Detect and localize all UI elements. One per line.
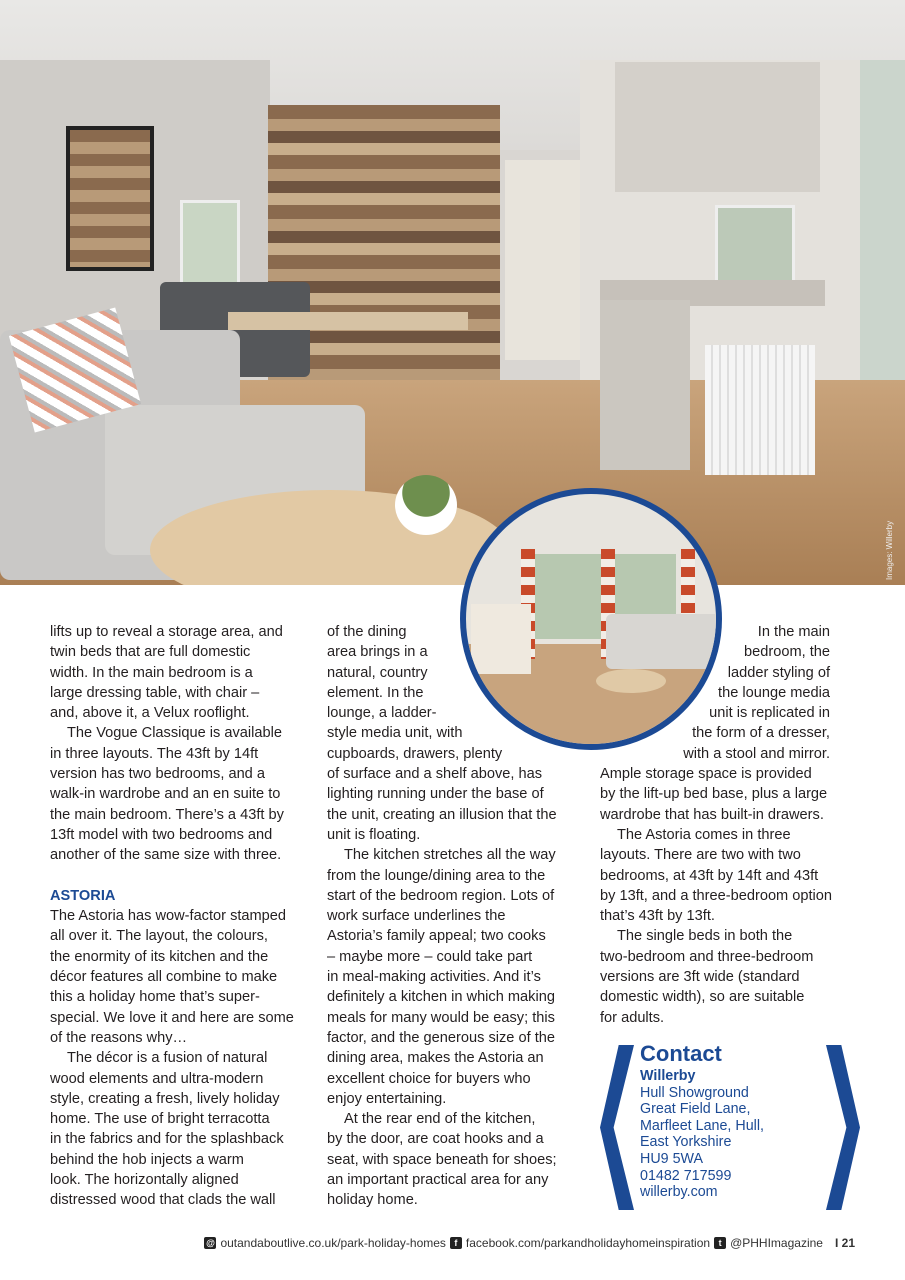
footer-facebook-link[interactable]: facebook.com/parkandholidayhomeinspiration <box>465 1236 711 1250</box>
text-line: dining area, makes the Astoria an <box>327 1050 544 1067</box>
text-line: with a stool and mirror. <box>683 745 830 762</box>
text-line: unit is floating. <box>327 826 421 843</box>
text-line: Astoria’s family appeal; two cooks <box>327 928 546 945</box>
contact-address-line: Hull Showground <box>640 1084 749 1101</box>
text-line: start of the bedroom region. Lots of <box>327 887 555 904</box>
page-footer <box>204 1236 855 1250</box>
contact-heading: Contact <box>640 1041 722 1066</box>
text-line: width. In the main bedroom is a <box>50 664 253 681</box>
text-line: the form of a dresser, <box>692 725 830 742</box>
contact-company: Willerby <box>640 1068 696 1084</box>
text-line: for adults. <box>600 1009 665 1026</box>
text-line: in the fabrics and for the splashback <box>50 1131 284 1148</box>
text-line: definitely a kitchen in which making <box>327 989 555 1006</box>
text-line: an important practical area for any <box>327 1172 549 1189</box>
text-line: by 13ft, and a three-bedroom option <box>600 887 833 904</box>
page-number: I 21 <box>834 1236 855 1250</box>
text-line: the unit, creating an illusion that the <box>327 806 557 823</box>
text-line: that’s 43ft by 13ft. <box>600 908 715 925</box>
text-line: two-bedroom and three-bedroom <box>600 948 814 965</box>
text-line: domestic width), so are suitable <box>600 989 805 1006</box>
text-line: of the reasons why… <box>50 1029 188 1046</box>
text-line: by the door, are coat hooks and a <box>327 1131 544 1148</box>
text-line: The Astoria has wow-factor stamped <box>50 908 287 925</box>
article-column-2 <box>327 622 582 1211</box>
text-line: another of the same size with three. <box>50 847 282 864</box>
text-line: ladder styling of <box>727 664 830 681</box>
text-line: In the main <box>757 624 830 640</box>
text-line: excellent choice for buyers who <box>327 1070 531 1087</box>
text-line: At the rear end of the kitchen, <box>344 1111 536 1128</box>
text-line: holiday home. <box>327 1192 418 1209</box>
text-line: cupboards, drawers, plenty <box>327 745 503 762</box>
text-line: style media unit, with <box>327 725 463 742</box>
text-line: factor, and the generous size of the <box>327 1029 555 1046</box>
footer-twitter-link[interactable]: @PHHImagazine <box>730 1236 823 1250</box>
bracket-left <box>600 1045 634 1210</box>
text-line: of the dining <box>327 624 407 640</box>
text-line: Ample storage space is provided <box>600 766 812 783</box>
text-line: enjoy entertaining. <box>327 1090 447 1107</box>
text-line: The Astoria comes in three <box>617 826 791 843</box>
contact-address-line: Marfleet Lane, Hull, <box>640 1117 764 1134</box>
text-line: layouts. There are two with two <box>600 847 801 864</box>
text-line: area brings in a <box>327 644 428 661</box>
text-line: element. In the <box>327 684 424 701</box>
contact-website-link[interactable]: willerby.com <box>640 1184 718 1201</box>
text-line: the lounge media <box>718 684 830 701</box>
article-column-3 <box>600 622 855 1028</box>
text-line: work surface underlines the <box>327 908 506 925</box>
text-line: style, creating a fresh, lively holiday <box>50 1090 280 1107</box>
text-line: this a holiday home that’s super- <box>50 989 260 1006</box>
bracket-right <box>826 1045 860 1210</box>
contact-box <box>600 1040 860 1215</box>
footer-website-link[interactable]: outandaboutlive.co.uk/park-holiday-homes <box>220 1236 446 1250</box>
text-line: by the lift-up bed base, plus a large <box>600 786 828 803</box>
globe-icon: @ <box>206 1238 215 1248</box>
text-line: and, above it, a Velux rooflight. <box>50 705 250 722</box>
text-line: the main bedroom. There’s a 43ft by <box>50 806 284 823</box>
text-line: in meal-making activities. And it’s <box>327 969 541 986</box>
facebook-icon: f <box>450 1237 462 1249</box>
text-line: meals for many would be easy; this <box>327 1009 555 1026</box>
text-line: large dressing table, with chair – <box>50 684 260 701</box>
text-line: wood elements and ultra-modern <box>50 1070 264 1087</box>
contact-address-line: HU9 5WA <box>640 1150 704 1167</box>
text-line: twin beds that are full domestic <box>50 644 251 661</box>
text-line: special. We love it and here are some <box>50 1009 294 1026</box>
text-line: seat, with space beneath for shoes; <box>327 1151 557 1168</box>
text-line: 13ft model with two bedrooms and <box>50 826 273 843</box>
text-line: distressed wood that clads the wall <box>50 1192 276 1209</box>
text-line: bedroom, the <box>744 644 830 661</box>
text-line: The single beds in both the <box>617 928 793 945</box>
text-line: look. The horizontally aligned <box>50 1172 239 1189</box>
text-line: The Vogue Classique is available <box>67 725 282 742</box>
text-line: lighting running under the base of <box>327 786 544 803</box>
photo-credit: Images: Willerby <box>885 520 894 580</box>
text-line: in three layouts. The 43ft by 14ft <box>50 745 259 762</box>
contact-address-line: Great Field Lane, <box>640 1101 751 1118</box>
text-line: home. The use of bright terracotta <box>50 1111 270 1128</box>
text-line: wardrobe that has built-in drawers. <box>600 806 824 823</box>
text-line: bedrooms, at 43ft by 14ft and 43ft <box>600 867 819 884</box>
text-line: – maybe more – could take part <box>327 948 533 965</box>
text-line: unit is replicated in <box>709 705 830 722</box>
contact-address-line: East Yorkshire <box>640 1134 732 1151</box>
text-line: from the lounge/dining area to the <box>327 867 546 884</box>
text-line: The décor is a fusion of natural <box>67 1050 268 1067</box>
text-line: all over it. The layout, the colours, <box>50 928 268 945</box>
twitter-icon: t <box>714 1237 726 1249</box>
text-line: the enormity of its kitchen and the <box>50 948 269 965</box>
page-number-value: 21 <box>841 1236 855 1250</box>
text-line: lounge, a ladder- <box>327 705 437 722</box>
text-line: décor features all combine to make <box>50 969 278 986</box>
text-line: lifts up to reveal a storage area, and <box>50 624 283 640</box>
text-line: version has two bedrooms, and a <box>50 766 265 783</box>
text-line: natural, country <box>327 664 428 681</box>
contact-phone: 01482 717599 <box>640 1167 732 1184</box>
section-heading: ASTORIA <box>50 887 116 904</box>
article-column-1 <box>50 622 310 1211</box>
hero-photo-astoria-interior <box>0 0 905 585</box>
text-line: The kitchen stretches all the way <box>344 847 556 864</box>
text-line: of surface and a shelf above, has <box>327 766 542 783</box>
text-line: walk-in wardrobe and an en suite to <box>50 786 281 803</box>
text-line: versions are 3ft wide (standard <box>600 969 800 986</box>
text-line <box>50 866 310 886</box>
text-line: behind the hob injects a warm <box>50 1151 244 1168</box>
